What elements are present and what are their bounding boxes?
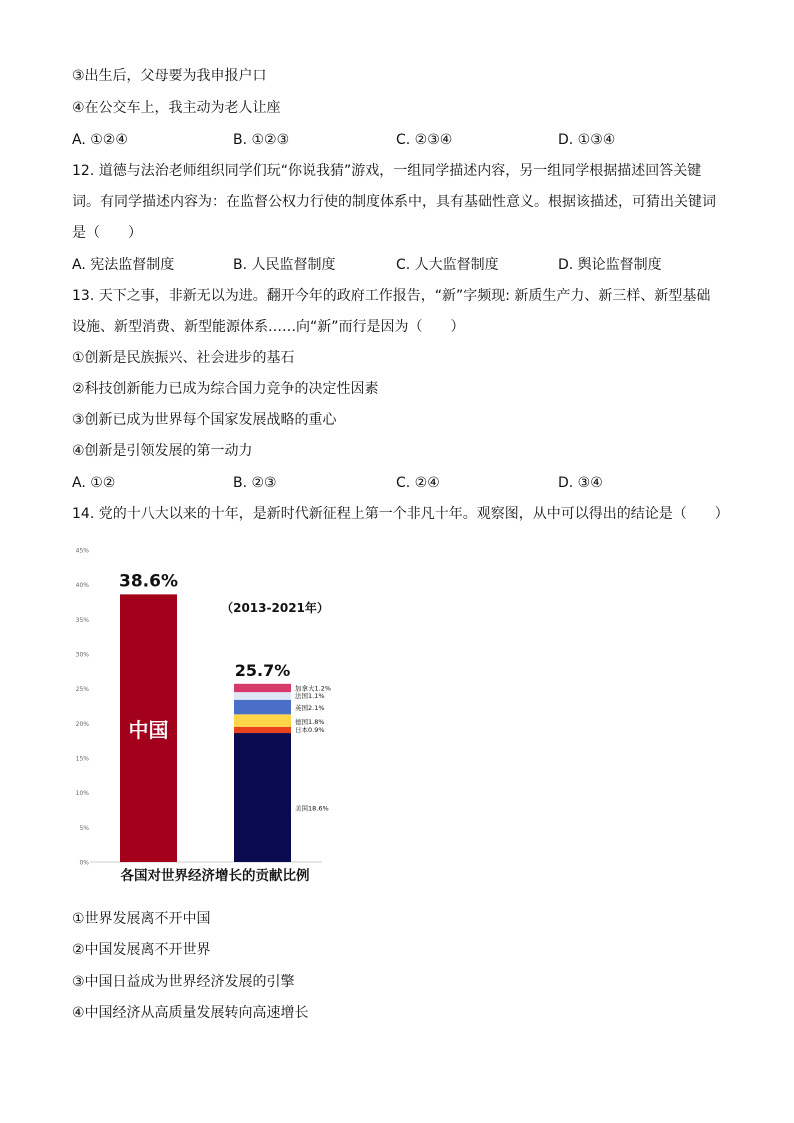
y-tick-label: 25% [75, 686, 89, 694]
q14-item-2: ②中国发展离不开世界 [72, 942, 211, 958]
bar-stack-segment-label: 美国18.6% [295, 804, 329, 813]
y-tick-label: 35% [75, 616, 89, 624]
bar-china-value-label: 38.6% [119, 571, 178, 592]
y-tick-label: 15% [75, 755, 89, 763]
q13-item-2: ②科技创新能力已成为综合国力竞争的决定性因素 [72, 381, 379, 397]
bar-china-name-label: 中国 [128, 718, 169, 743]
q12-stem-line-3: 是（ ） [72, 225, 142, 241]
bar-stack-segment [234, 700, 291, 715]
q12-option-c: C. 人大监督制度 [396, 257, 499, 273]
bar-stack-segment [234, 692, 291, 700]
bar-stack-segment [234, 733, 291, 862]
q13-stem-line-2: 设施、新型消费、新型能源体系……向“新”而行是因为（ ） [72, 319, 465, 335]
q13-option-a: A. ①② [72, 475, 116, 491]
q12-option-a: A. 宪法监督制度 [72, 257, 175, 273]
q12-stem-line-2: 词。有同学描述内容为：在监督公权力行使的制度体系中，具有基础性意义。根据该描述，可猜出关键词 [72, 194, 716, 210]
q13-option-d: D. ③④ [558, 475, 603, 491]
q13-item-3: ③创新已成为世界每个国家发展战略的重心 [72, 412, 337, 428]
q11-item-3: ③出生后，父母要为我申报户口 [72, 68, 267, 84]
bar-stack-segment-label: 法国1.1% [295, 692, 325, 701]
y-tick-label: 10% [75, 790, 89, 798]
chart-title: 各国对世界经济增长的贡献比例 [120, 868, 310, 884]
bar-stack-segment-label: 加拿大1.2% [295, 684, 332, 693]
bar-stack-segment-label: 英国2.1% [295, 703, 325, 712]
q14-item-3: ③中国日益成为世界经济发展的引擎 [72, 974, 295, 990]
y-tick-label: 0% [79, 859, 89, 867]
bar-stack-segment-label: 德国1.8% [295, 717, 325, 726]
q13-option-c: C. ②④ [396, 475, 440, 491]
q14-stem: 14. 党的十八大以来的十年，是新时代新征程上第一个非凡十年。观察图，从中可以得出的结论是（ ） [72, 506, 729, 522]
q13-item-4: ④创新是引领发展的第一动力 [72, 443, 253, 459]
q13-stem-line-1: 13. 天下之事，非新无以为进。翻开今年的政府工作报告，“新”字频现: 新质生产力、新三样、新型基础 [72, 288, 711, 304]
bar-stack-total-label: 25.7% [234, 660, 291, 680]
bar-stack-segment [234, 727, 291, 733]
chart-subtitle: （2013-2021年） [221, 601, 329, 615]
y-tick-label: 20% [75, 720, 89, 728]
bar-stack-segment [234, 714, 291, 726]
bar-stack-segment-label: 日本0.9% [295, 726, 325, 735]
q12-option-d: D. 舆论监督制度 [558, 257, 662, 273]
y-tick-label: 40% [75, 582, 89, 590]
q11-option-a: A. ①②④ [72, 132, 128, 148]
contribution-chart-svg [60, 540, 360, 890]
q12-stem-line-1: 12. 道德与法治老师组织同学们玩“你说我猜”游戏，一组同学描述内容，另一组同学根据描述回答关键 [72, 163, 702, 179]
q11-option-c: C. ②③④ [396, 132, 453, 148]
q12-option-b: B. 人民监督制度 [233, 257, 336, 273]
y-tick-label: 30% [75, 651, 89, 659]
q14-item-1: ①世界发展离不开中国 [72, 911, 211, 927]
bar-stack-segment [234, 684, 291, 692]
q11-option-d: D. ①③④ [558, 132, 616, 148]
q11-item-4: ④在公交车上，我主动为老人让座 [72, 100, 281, 116]
q13-option-b: B. ②③ [233, 475, 277, 491]
y-tick-label: 45% [75, 547, 89, 555]
y-tick-label: 5% [79, 824, 89, 832]
q13-item-1: ①创新是民族振兴、社会进步的基石 [72, 350, 295, 366]
q11-option-b: B. ①②③ [233, 132, 290, 148]
contribution-chart [60, 540, 360, 890]
q14-item-4: ④中国经济从高质量发展转向高速增长 [72, 1005, 309, 1021]
